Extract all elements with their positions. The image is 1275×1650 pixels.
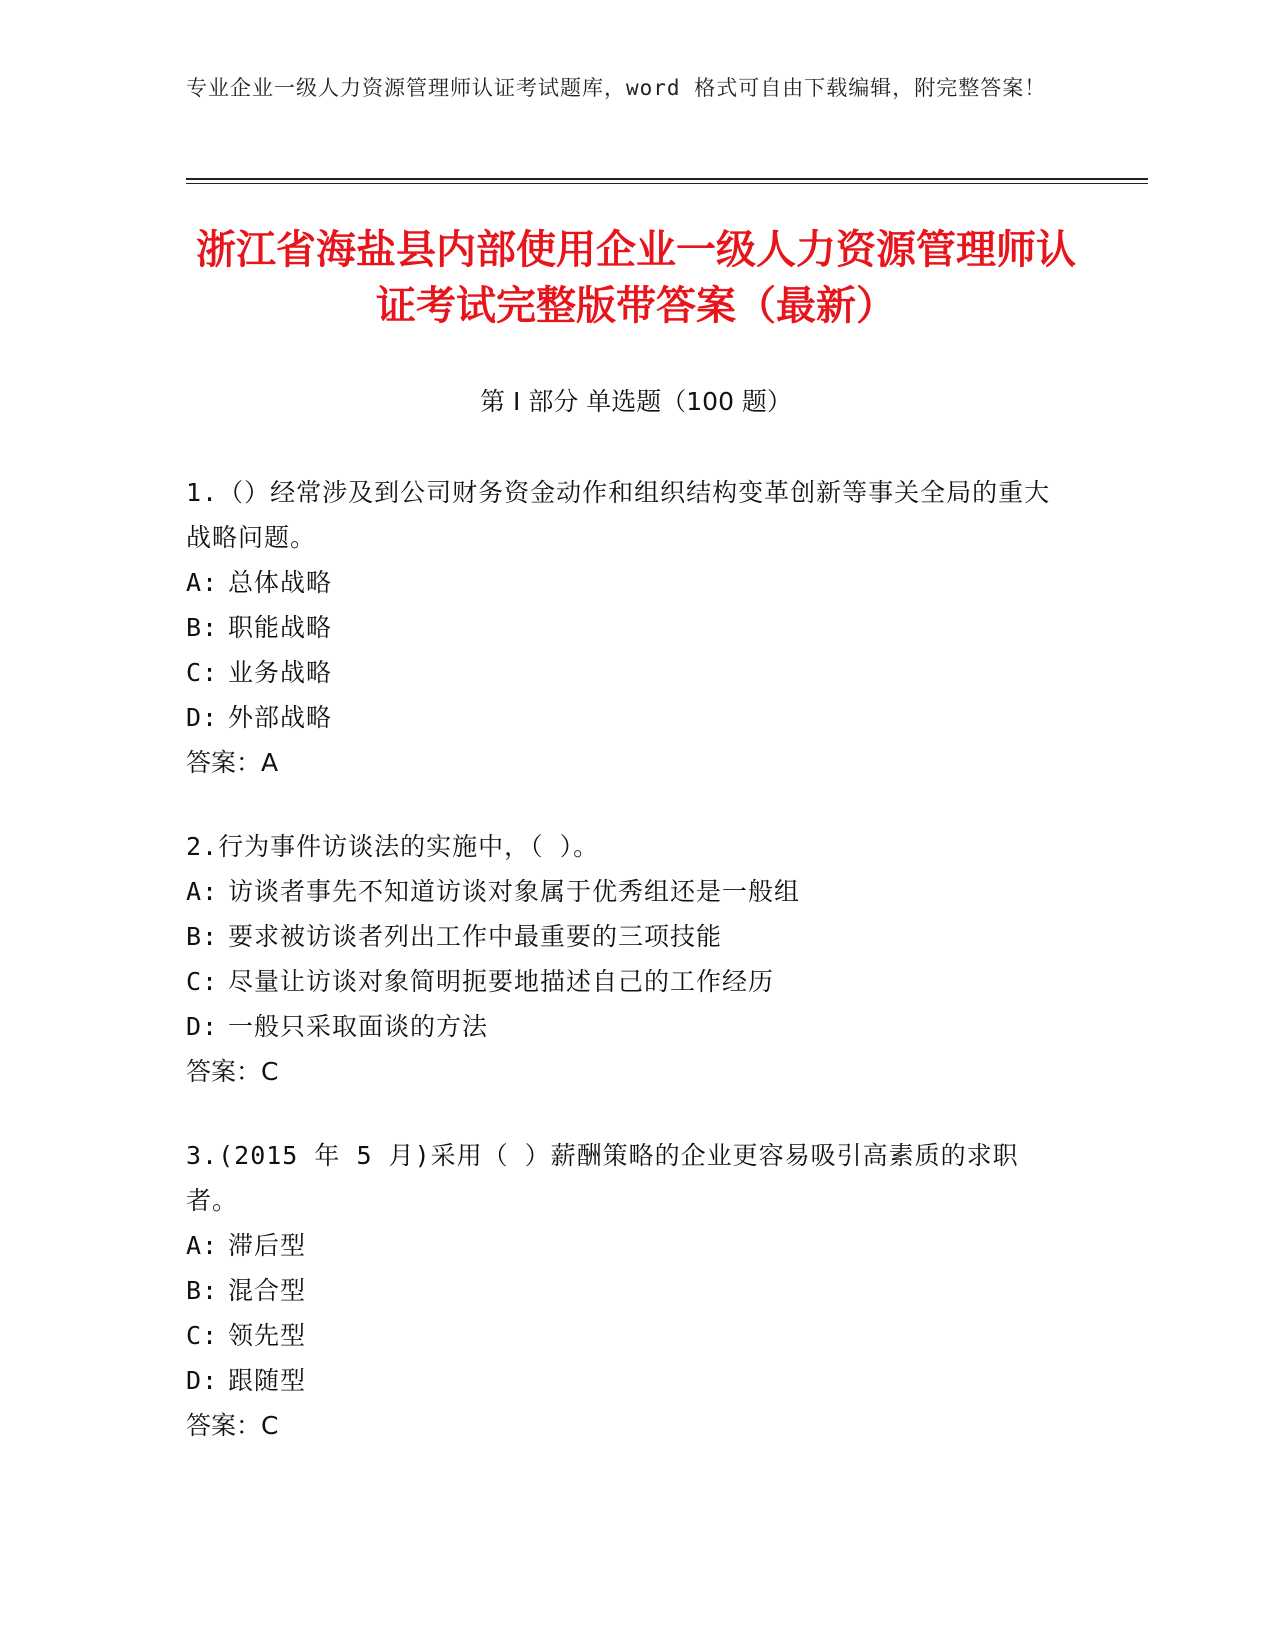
- option-key: D:: [186, 1366, 219, 1395]
- question-list: [186, 470, 1066, 1487]
- option-key: D:: [186, 703, 219, 732]
- option-a: [186, 560, 1066, 605]
- option-key: A:: [186, 1231, 219, 1260]
- option-d: [186, 695, 1066, 740]
- answer-line: 答案：C: [186, 1411, 279, 1440]
- document-title: 浙江省海盐县内部使用企业一级人力资源管理师认证考试完整版带答案（最新）: [196, 227, 1076, 329]
- question-3: [186, 1133, 1066, 1448]
- question-2: [186, 824, 1066, 1094]
- option-text: 混合型: [228, 1276, 307, 1305]
- option-key: C:: [186, 658, 219, 687]
- option-key: A:: [186, 568, 219, 597]
- question-stem: 2.行为事件访谈法的实施中，（ ）。: [186, 832, 600, 861]
- option-b: [186, 605, 1066, 650]
- option-c: [186, 650, 1066, 695]
- option-b: [186, 914, 1066, 959]
- option-key: A:: [186, 877, 219, 906]
- option-key: D:: [186, 1012, 219, 1041]
- option-d: [186, 1358, 1066, 1403]
- option-c: [186, 959, 1066, 1004]
- option-key: C:: [186, 967, 219, 996]
- option-text: 滞后型: [228, 1231, 307, 1260]
- header-rule-thin: [186, 183, 1148, 184]
- option-c: [186, 1313, 1066, 1358]
- option-text: 外部战略: [228, 703, 333, 732]
- option-key: B:: [186, 1276, 219, 1305]
- option-text: 跟随型: [228, 1366, 307, 1395]
- option-b: [186, 1268, 1066, 1313]
- question-stem: 1.（）经常涉及到公司财务资金动作和组织结构变革创新等事关全局的重大战略问题。: [186, 478, 1051, 552]
- header-note: 专业企业一级人力资源管理师认证考试题库，word 格式可自由下载编辑，附完整答案！: [186, 76, 1047, 100]
- option-text: 要求被访谈者列出工作中最重要的三项技能: [228, 922, 723, 951]
- option-text: 总体战略: [228, 568, 333, 597]
- question-1: [186, 470, 1066, 785]
- option-text: 职能战略: [228, 613, 333, 642]
- option-d: [186, 1004, 1066, 1049]
- option-a: [186, 869, 1066, 914]
- option-text: 一般只采取面谈的方法: [228, 1012, 489, 1041]
- question-stem: 3.(2015 年 5 月)采用（ ）薪酬策略的企业更容易吸引高素质的求职者。: [186, 1141, 1019, 1215]
- option-key: C:: [186, 1321, 219, 1350]
- option-text: 访谈者事先不知道访谈对象属于优秀组还是一般组: [228, 877, 801, 906]
- option-text: 领先型: [228, 1321, 307, 1350]
- header-rule-thick: [186, 178, 1148, 180]
- option-text: 业务战略: [228, 658, 333, 687]
- answer-line: 答案：A: [186, 748, 279, 777]
- section-title: 第 I 部分 单选题（100 题）: [480, 387, 792, 416]
- option-key: B:: [186, 922, 219, 951]
- answer-line: 答案：C: [186, 1057, 279, 1086]
- option-text: 尽量让访谈对象简明扼要地描述自己的工作经历: [228, 967, 775, 996]
- option-a: [186, 1223, 1066, 1268]
- option-key: B:: [186, 613, 219, 642]
